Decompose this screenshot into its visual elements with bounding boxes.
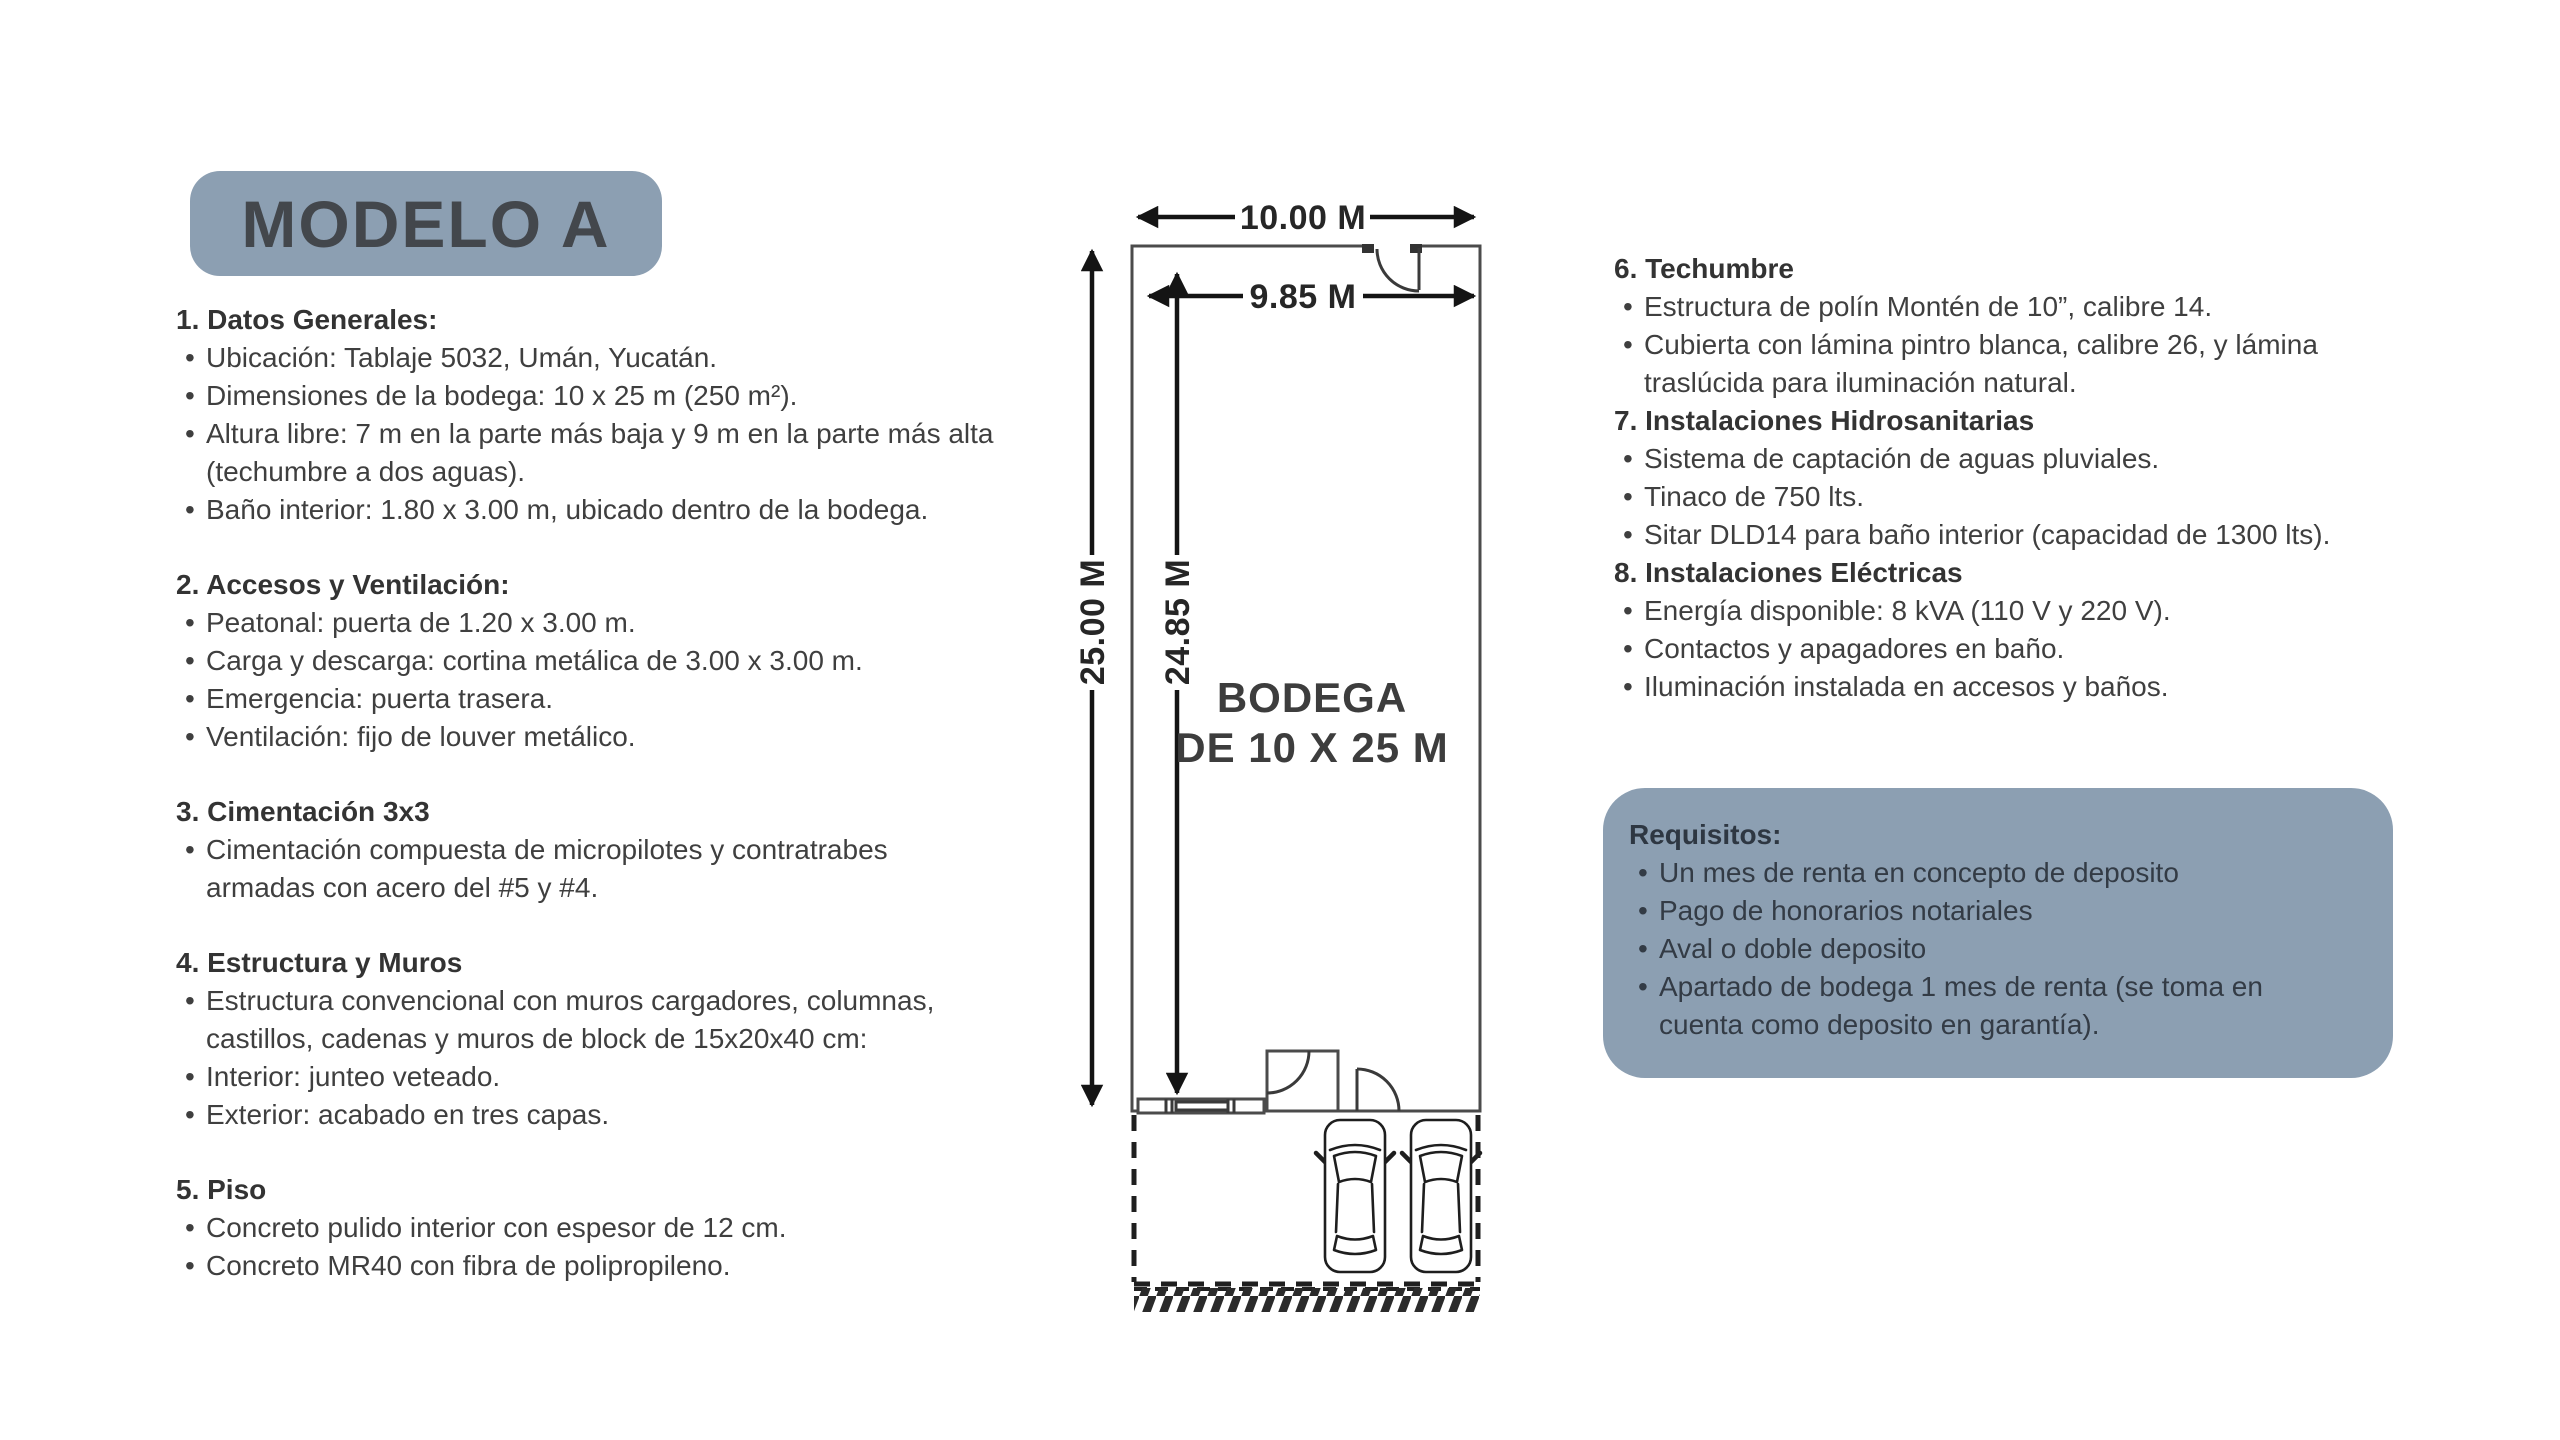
dimension-label-depth-total: 25.00 M	[1074, 558, 1112, 686]
dimension-label-width-interior: 9.85 M	[1249, 278, 1357, 316]
bullet-item: • Interior: junteo veteado.	[176, 1058, 998, 1096]
page-title: MODELO A	[241, 186, 611, 261]
bullet-item: • Apartado de bodega 1 mes de renta (se toma en cuenta como deposito en garantía).	[1629, 968, 2313, 1044]
bullet-item: • Ubicación: Tablaje 5032, Umán, Yucatán.	[176, 339, 998, 377]
bullet-item: • Estructura de polín Montén de 10”, calibre 14.	[1614, 288, 2406, 326]
bullet-item: • Aval o doble deposito	[1629, 930, 2313, 968]
bullet-item: • Un mes de renta en concepto de deposito	[1629, 854, 2313, 892]
bullet-item: • Baño interior: 1.80 x 3.00 m, ubicado dentro de la bodega.	[176, 491, 998, 529]
bullet-item: • Peatonal: puerta de 1.20 x 3.00 m.	[176, 604, 998, 642]
dimension-label-depth-interior: 24.85 M	[1159, 558, 1197, 686]
bullet-item: • Ventilación: fijo de louver metálico.	[176, 718, 998, 756]
section-heading: 3. Cimentación 3x3	[176, 796, 430, 827]
bullet-item: • Concreto MR40 con fibra de polipropileno.	[176, 1247, 998, 1285]
requisitos-heading: Requisitos:	[1629, 819, 1782, 850]
bullet-item: • Dimensiones de la bodega: 10 x 25 m (250 m²).	[176, 377, 998, 415]
depth-dimension-total	[1074, 251, 1112, 1105]
section-heading: 8. Instalaciones Eléctricas	[1614, 557, 1963, 588]
bullet-item: • Emergencia: puerta trasera.	[176, 680, 998, 718]
room-label-line1: BODEGA	[1216, 674, 1408, 721]
section-heading: 7. Instalaciones Hidrosanitarias	[1614, 405, 2035, 436]
car-icon	[1402, 1120, 1480, 1272]
bullet-item: • Sistema de captación de aguas pluviales.	[1614, 440, 2406, 478]
bullet-item: • Pago de honorarios notariales	[1629, 892, 2313, 930]
bullet-item: • Carga y descarga: cortina metálica de 3.00 x 3.00 m.	[176, 642, 998, 680]
bullet-item: • Estructura convencional con muros cargadores, columnas, castillos, cadenas y muros de block de 15x20x40 cm:	[176, 982, 998, 1058]
dimension-label-width-total: 10.00 M	[1239, 199, 1367, 237]
ground-hatch	[1134, 1288, 1480, 1312]
bullet-item: • Sitar DLD14 para baño interior (capacidad de 1300 lts).	[1614, 516, 2406, 554]
bullet-item: • Iluminación instalada en accesos y baños.	[1614, 668, 2406, 706]
room-label-line2: DE 10 X 25 M	[1175, 724, 1449, 771]
section-heading: 1. Datos Generales:	[176, 304, 438, 335]
section-heading: 4. Estructura y Muros	[176, 947, 463, 978]
sliding-curtain-door-icon	[1138, 1099, 1264, 1113]
section-heading: 5. Piso	[176, 1174, 267, 1205]
bullet-item: • Exterior: acabado en tres capas.	[176, 1096, 998, 1134]
bullet-item: • Contactos y apagadores en baño.	[1614, 630, 2406, 668]
width-dimension-total	[1138, 199, 1474, 237]
bullet-item: • Cubierta con lámina pintro blanca, calibre 26, y lámina traslúcida para iluminación natural.	[1614, 326, 2406, 402]
car-icon	[1316, 1120, 1394, 1272]
section-heading: 2. Accesos y Ventilación:	[176, 569, 510, 600]
bullet-item: • Tinaco de 750 lts.	[1614, 478, 2406, 516]
bullet-item: • Concreto pulido interior con espesor de 12 cm.	[176, 1209, 998, 1247]
bullet-item: • Cimentación compuesta de micropilotes y contratrabes armadas con acero del #5 y #4.	[176, 831, 998, 907]
section-heading: 6. Techumbre	[1614, 253, 1794, 284]
bathroom-plan-icon	[1267, 1051, 1338, 1111]
bullet-item: • Energía disponible: 8 kVA (110 V y 220 V).	[1614, 592, 2406, 630]
bullet-item: • Altura libre: 7 m en la parte más baja y 9 m en la parte más alta (techumbre a dos aguas).	[176, 415, 998, 491]
